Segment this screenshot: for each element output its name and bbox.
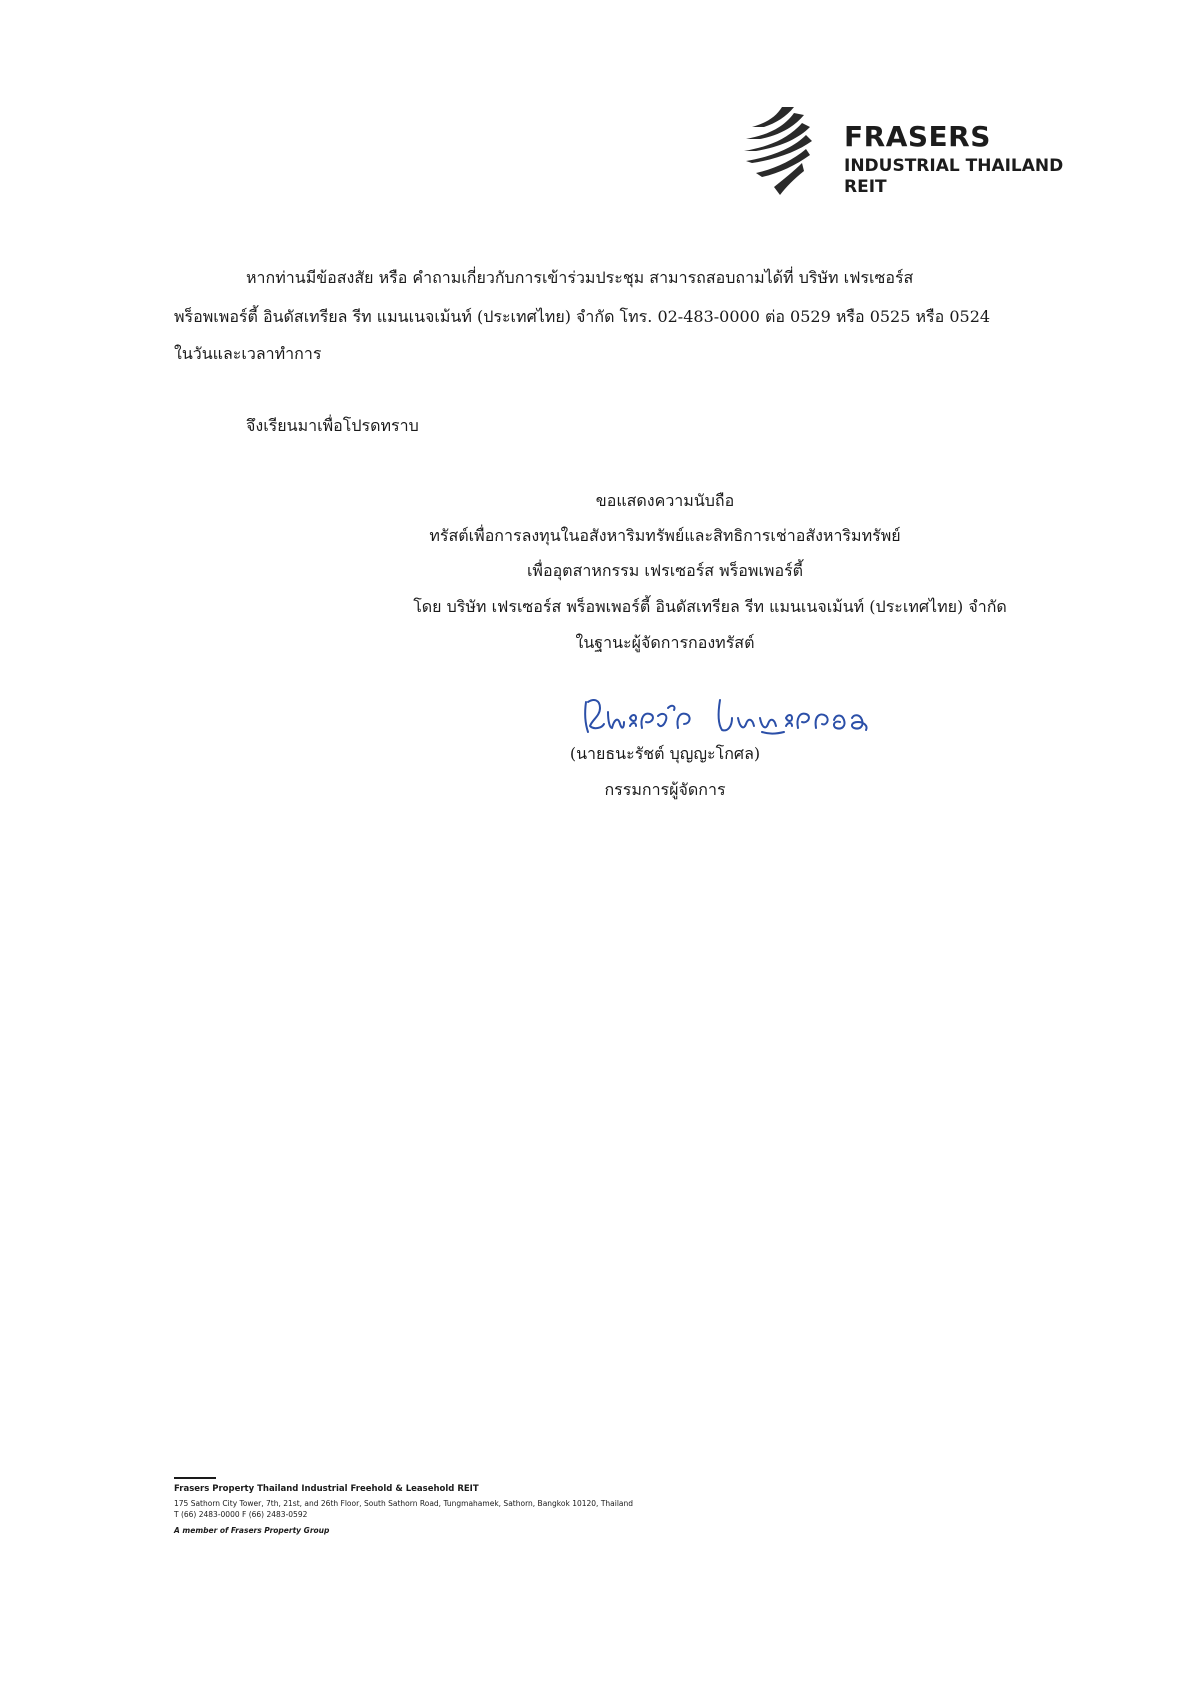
frasers-logo-mark-icon — [742, 103, 838, 199]
body-paragraph-line-3: ในวันและเวลาทำการ — [174, 344, 322, 363]
logo-reit: REIT — [844, 177, 887, 197]
body-paragraph-line-2: พร็อพเพอร์ตี้ อินดัสเทรียล รีท แมนเนจเม้นท์ (ประเทศไทย) จำกัด โทร. 02-483-0000 ต่อ 0529 หรือ 0525 หรือ 0524 — [174, 307, 991, 326]
logo-subtitle: INDUSTRIAL THAILAND — [844, 156, 1064, 176]
capacity-line: ในฐานะผู้จัดการกองทรัสต์ — [575, 633, 755, 652]
body-paragraph-line-1: หากท่านมีข้อสงสัย หรือ คำถามเกี่ยวกับการเข้าร่วมประชุม สามารถสอบถามได้ที่ บริษัท เฟรเซอร์ส — [246, 268, 914, 287]
footer-address: 175 Sathorn City Tower, 7th, 21st, and 26th Floor, South Sathorn Road, Tungmahamek, Sathorn, Bangkok 10120, Thailand — [174, 1499, 634, 1508]
trust-name-line-1: ทรัสต์เพื่อการลงทุนในอสังหาริมทรัพย์และสิทธิการเช่าอสังหาริมทรัพย์ — [429, 526, 901, 545]
by-company-line: โดย บริษัท เฟรเซอร์ส พร็อพเพอร์ตี้ อินดัสเทรียล รีท แมนเนจเม้นท์ (ประเทศไทย) จำกัด — [413, 597, 1007, 616]
trust-name-line-2: เพื่ออุตสาหกรรม เฟรเซอร์ส พร็อพเพอร์ตี้ — [526, 561, 804, 580]
signer-name: (นายธนะรัชต์ บุญญะโกศล) — [569, 744, 761, 763]
footer-divider — [174, 1477, 216, 1479]
footer-member-note: A member of Frasers Property Group — [174, 1526, 330, 1535]
logo-name: FRASERS — [844, 120, 991, 153]
regards: ขอแสดงความนับถือ — [595, 491, 735, 510]
footer-phone-fax: T (66) 2483-0000 F (66) 2483-0592 — [174, 1510, 308, 1519]
frasers-logo — [742, 103, 1082, 199]
signer-title: กรรมการผู้จัดการ — [604, 780, 726, 799]
footer-company-name: Frasers Property Thailand Industrial Freehold & Leasehold REIT — [174, 1484, 479, 1494]
handwritten-signature — [580, 688, 900, 740]
closing-line: จึงเรียนมาเพื่อโปรดทราบ — [246, 416, 419, 435]
